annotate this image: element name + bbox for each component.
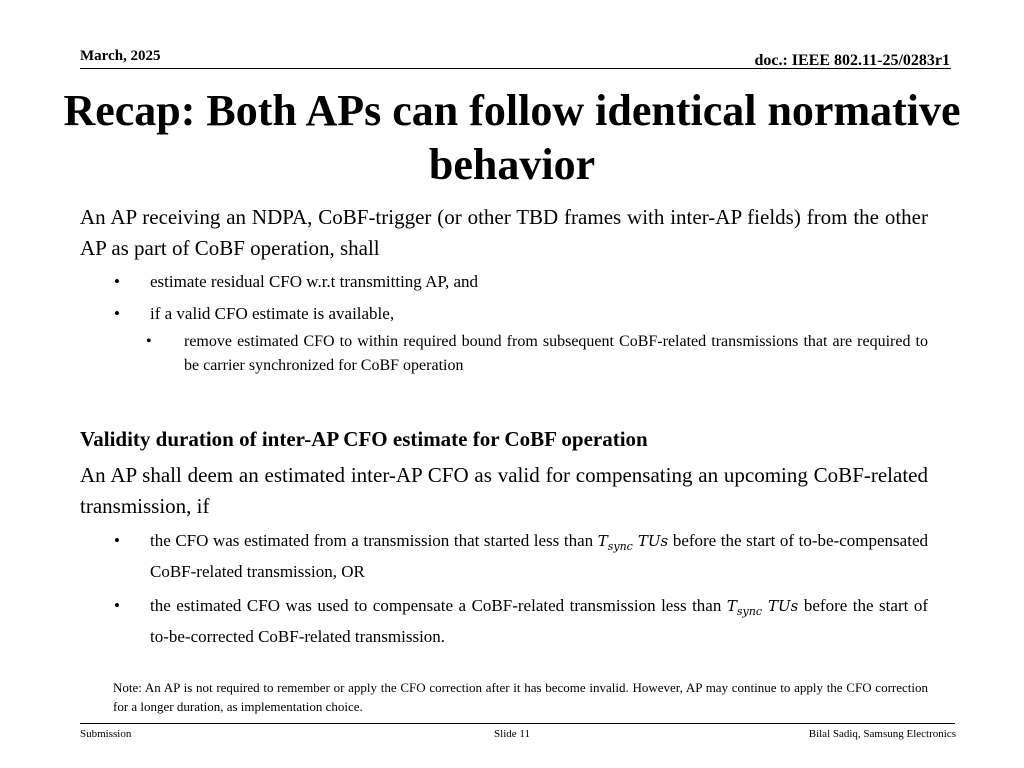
t-sync-variable [726,597,799,618]
slide-title-line2: behavior [428,140,596,189]
header-rule [80,68,951,69]
tus-unit: TUs [768,597,799,615]
section2-bullet-1 [80,528,928,584]
section1-bullet-2 [80,301,928,326]
header-date: March, 2025 [80,48,161,64]
t-symbol: T [726,597,737,615]
section2-intro: An AP shall deem an estimated inter-AP CFO as valid for compensating an upcoming CoBF-related transmission, if [80,463,928,518]
section1-intro: An AP receiving an NDPA, CoBF-trigger (or other TBD frames with inter-AP fields) from the other AP as part of CoBF operation, shall [80,205,928,260]
bullet-marker: • [146,333,152,350]
section2-bullet-2-pre: the estimated CFO was used to compensate a CoBF-related transmission less than [150,596,722,615]
section2-bullet-1-post: before the start of to-be-compensated CoBF-related transmission, OR [150,531,928,581]
tus-unit: TUs [637,532,669,550]
slide-title [20,84,1004,192]
bullet-marker: • [114,531,120,550]
section1-sub-bullet [80,330,928,378]
t-symbol: T [597,532,608,550]
footer-submission: Submission [80,728,132,740]
section2-bullet-2 [80,593,928,649]
t-sync-variable [597,532,669,553]
section1-bullet-2-text: if a valid CFO estimate is available, [150,304,395,323]
note-text: Note: An AP is not required to remember or apply the CFO correction after it has become invalid. However, AP may continue to apply the CFO correction for a longer duration, as implementation choice. [113,680,928,714]
bullet-marker: • [114,596,120,615]
bullet-marker: • [114,304,120,323]
section1-bullet-1 [80,269,928,294]
section2-heading: Validity duration of inter-AP CFO estimate for CoBF operation [80,427,648,451]
section1-bullet-1-text: estimate residual CFO w.r.t transmitting AP, and [150,272,479,291]
section2-bullet-2-post: before the start of to-be-corrected CoBF-related transmission. [150,596,928,646]
bullet-marker: • [114,272,120,291]
section2-bullet-1-pre: the CFO was estimated from a transmission that started less than [150,531,594,550]
t-sync-subscript: sync [607,540,633,553]
slide-title-line1: Recap: Both APs can follow identical normative [63,86,961,135]
footer-slide-number: Slide 11 [494,728,530,740]
header-doc-id: doc.: IEEE 802.11-25/0283r1 [754,52,950,69]
section1-sub-bullet-text: remove estimated CFO to within required bound from subsequent CoBF-related transmissions that are required to be carrier synchronized for CoBF operation [184,333,928,374]
t-sync-subscript: sync [736,605,762,618]
footer-rule [80,723,955,724]
slide-body [80,202,928,649]
footer-author: Bilal Sadiq, Samsung Electronics [808,728,956,740]
